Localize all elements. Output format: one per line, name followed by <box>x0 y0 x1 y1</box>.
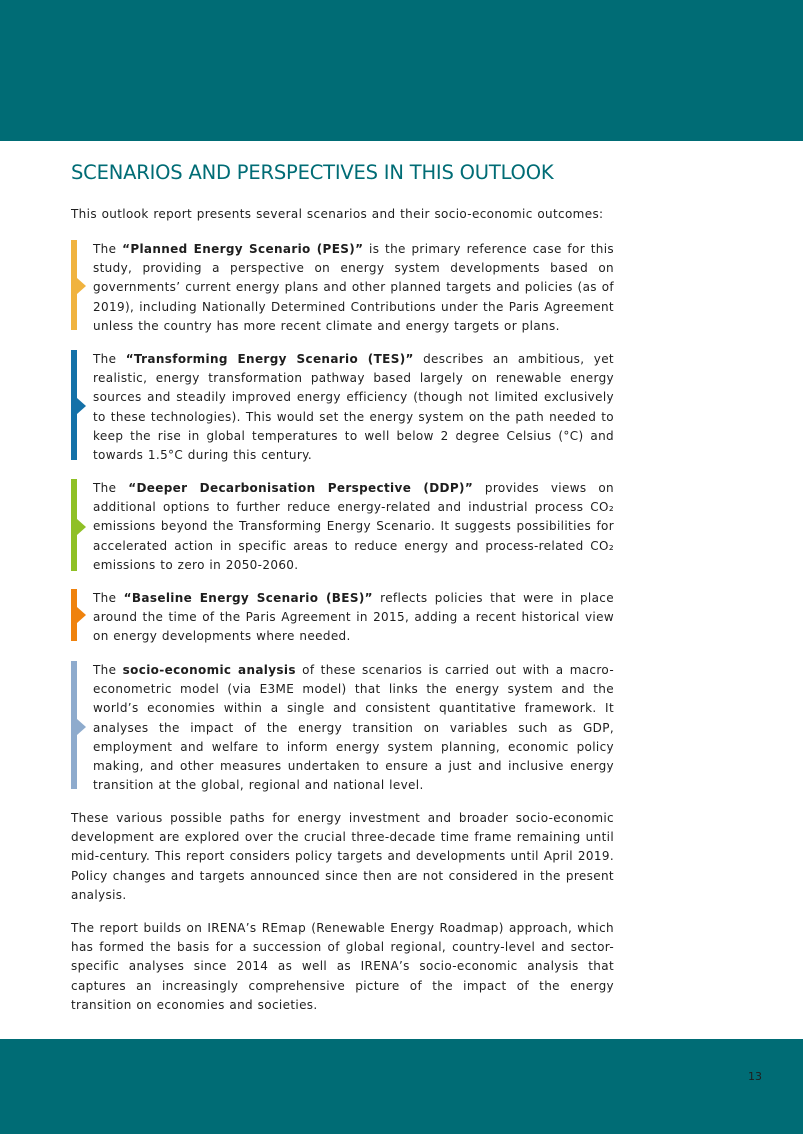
pes-description <box>71 240 614 336</box>
ddp-text: provides views on additional options to further reduce energy-related and industrial process CO₂ emissions beyond the Transforming Energy Scenario. It suggests possibilities for accelerated action in specific areas to reduce energy and process-related CO₂ emissions to zero in 2050-2060. <box>93 481 614 572</box>
paths-paragraph: These various possible paths for energy investment and broader socio-economic development are explored over the crucial three-decade time frame remaining until mid-century. This report considers policy targets and developments until April 2019. Policy changes and targets announced since then are not considered in the present analysis. <box>71 811 614 902</box>
page-number: 13 <box>748 1070 762 1083</box>
socio-text: of these scenarios is carried out with a macro-econometric model (via E3ME model) that links the energy system and the world’s economies within a single and consistent quantitative framework. It analyses the impact of the energy transition on variables such as GDP, employment and welfare to inform energy system planning, economic policy making, and other measures undertaken to ensure a just and inclusive energy transition at the global, regional and national level. <box>93 663 614 793</box>
ddp-name: “Deeper Decarbonisation Perspective (DDP)” <box>128 481 474 495</box>
bes-arrow-icon <box>77 607 86 623</box>
socio-description <box>71 661 614 795</box>
ddp-description <box>71 479 614 575</box>
bes-description <box>71 589 614 647</box>
ddp-arrow-icon <box>77 519 86 535</box>
socio-economic-box <box>71 661 614 795</box>
scenario-bes-box <box>71 589 614 647</box>
scenario-pes-box <box>71 240 614 336</box>
pes-name: “Planned Energy Scenario (PES)” <box>122 242 364 256</box>
pes-lead: The <box>93 242 123 256</box>
bes-lead: The <box>93 591 124 605</box>
page-title: SCENARIOS AND PERSPECTIVES IN THIS OUTLOOK <box>71 161 554 184</box>
tes-description <box>71 350 614 465</box>
tes-name: “Transforming Energy Scenario (TES)” <box>125 352 414 366</box>
tes-lead: The <box>93 352 126 366</box>
bes-name: “Baseline Energy Scenario (BES)” <box>123 591 373 605</box>
scenario-tes-box <box>71 350 614 465</box>
pes-text: is the primary reference case for this study, providing a perspective on energy system developments based on governments’ current energy plans and other planned targets and policies (as of 2019), including Nationally Determined Contributions under the Paris Agreement unless the country has more recent climate and energy targets or plans. <box>93 242 614 333</box>
bes-text: reflects policies that were in place around the time of the Paris Agreement in 2015, adding a recent historical view on energy developments where needed. <box>93 591 614 644</box>
tes-arrow-icon <box>77 398 86 414</box>
scenario-ddp-box <box>71 479 614 575</box>
intro-paragraph: This outlook report presents several scenarios and their socio-economic outcomes: <box>71 207 604 221</box>
header-band <box>0 0 803 141</box>
ddp-lead: The <box>93 481 129 495</box>
remap-paragraph: The report builds on IRENA’s REmap (Renewable Energy Roadmap) approach, which has formed the basis for a succession of global regional, country-level and sector-specific analyses since 2014 as well as IRENA’s socio-economic analysis that captures an increasingly comprehensive picture of the impact of the energy transition on economies and societies. <box>71 921 614 1012</box>
socio-name: socio-economic analysis <box>122 663 296 677</box>
tes-text: describes an ambitious, yet realistic, energy transformation pathway based largely on renewable energy sources and steadily improved energy efficiency (though not limited exclusively to these technologies). This would set the energy system on the path needed to keep the rise in global temperatures to well below 2 degree Celsius (°C) and towards 1.5°C during this century. <box>93 352 614 463</box>
socio-arrow-icon <box>77 719 86 735</box>
socio-lead: The <box>93 663 123 677</box>
footer-band <box>0 1039 803 1134</box>
pes-arrow-icon <box>77 278 86 294</box>
